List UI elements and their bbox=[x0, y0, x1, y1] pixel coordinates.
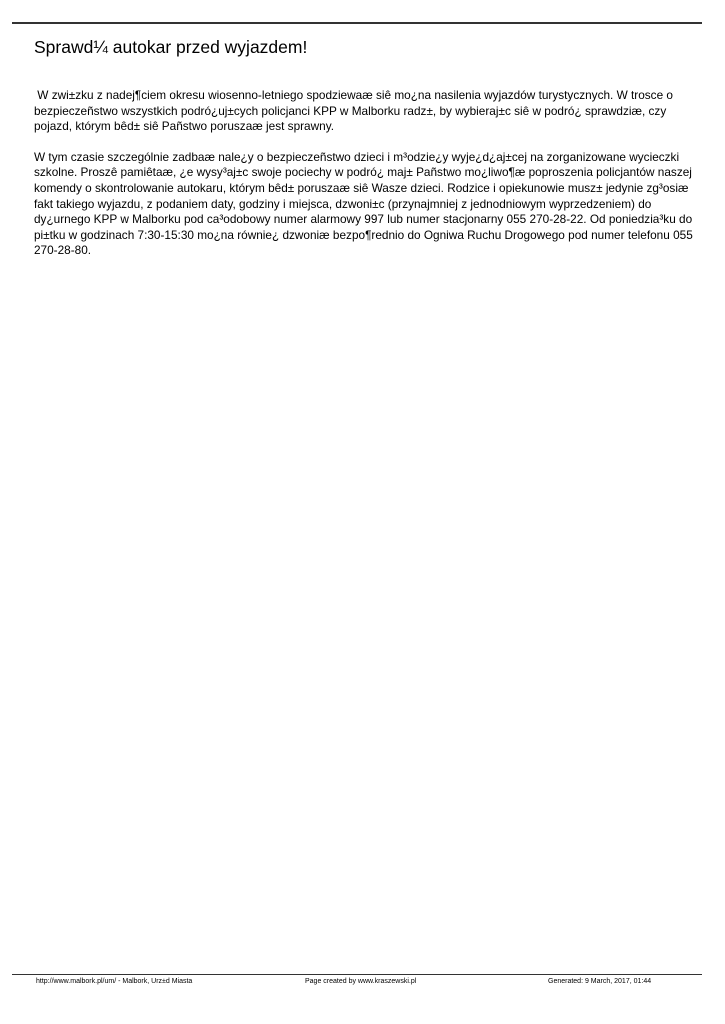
document-body bbox=[34, 88, 697, 274]
footer-generated: Generated: 9 March, 2017, 01:44 bbox=[548, 978, 652, 985]
footer-divider bbox=[12, 974, 702, 975]
footer-credit: Page created by www.kraszewski.pl bbox=[305, 978, 417, 985]
body-paragraph: W tym czasie szczególnie zadbaæ nale¿y o bezpieczeñstwo dzieci i m³odzie¿y wyje¿d¿aj±cej na zorganizowane wycieczki szkolne. Proszê pamiêtaæ, ¿e wysy³aj±c swoje pociechy w podró¿ maj± Pañstwo mo¿liwo¶æ poproszenia policjantów naszej komendy o skontrolowanie autokaru, którym bêd± poruszaæ siê Wasze dzieci. Rodzice i opiekunowie musz± jedynie zg³osiæ fakt takiego wyjazdu, z podaniem daty, godziny i miejsca, dzwoni±c (przynajmniej z jednodniowym wyprzedzeniem) do dy¿urnego KPP w Malborku pod ca³odobowy numer alarmowy 997 lub numer stacjonarny 055 270-28-22. Od poniedzia³ku do pi±tku w godzinach 7:30-15:30 mo¿na równie¿ dzwoniæ bezpo¶rednio do Ogniwa Ruchu Drogowego pod numer telefonu 055 270-28-80. bbox=[34, 149, 693, 258]
body-paragraph: W zwi±zku z nadej¶ciem okresu wiosenno-letniego spodziewaæ siê mo¿na nasilenia wyjazdów turystycznych. W trosce o bezpieczeñstwo wszystkich podró¿uj±cych policjanci KPP w Malborku radz±, by wybieraj±c siê w podró¿ sprawdziæ, czy pojazd, którym bêd± siê Pañstwo poruszaæ jest sprawny. bbox=[34, 88, 677, 134]
footer-source: http://www.malbork.pl/um/ - Malbork, Urz±d Miasta bbox=[36, 978, 193, 985]
document-title: Sprawd¼ autokar przed wyjazdem! bbox=[34, 37, 308, 57]
header-divider bbox=[12, 22, 702, 24]
